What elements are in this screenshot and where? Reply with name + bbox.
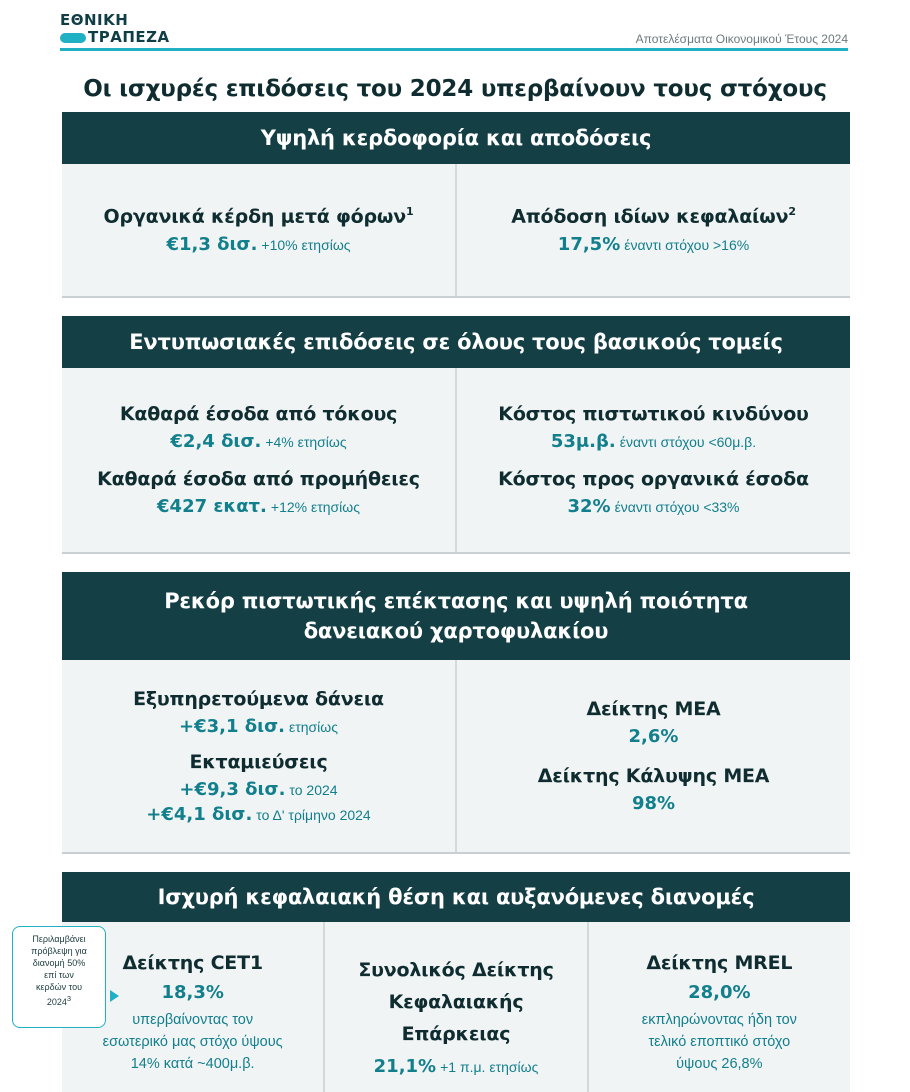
metric-value: 32%: [567, 496, 611, 517]
metric-note: +10% ετησίως: [261, 236, 351, 253]
metric-value: 98%: [631, 793, 676, 814]
bank-logo: [60, 12, 170, 46]
metric-value-2: +€4,1 δισ.: [146, 803, 253, 825]
metric-label: Δείκτης Κάλυψης ΜΕΑ: [537, 765, 770, 787]
page-header: [60, 12, 848, 52]
logo-pill-icon: [60, 33, 86, 43]
metric-note: έναντι στόχου >16%: [624, 236, 750, 253]
metric-label: Κόστος προς οργανικά έσοδα: [498, 468, 809, 490]
header-rule: [60, 48, 848, 51]
logo-line2: ΤΡΑΠΕΖΑ: [88, 28, 170, 46]
metric-note: έναντι στόχου <33%: [614, 499, 740, 515]
metric-cost-income: [498, 468, 809, 517]
metric-label: Συνολικός Δείκτης Κεφαλαιακής Επάρκειας: [358, 959, 554, 1045]
metric-value: €2,4 δισ.: [170, 431, 262, 452]
metric-label: Εκταμιεύσεις: [189, 750, 328, 773]
metric-label: Δείκτης MREL: [646, 952, 793, 974]
metric-nii: [120, 403, 397, 452]
section-core-performance: [62, 316, 850, 554]
metric-note: το 2024: [289, 781, 338, 798]
metric-total-capital: [323, 922, 586, 1092]
metric-note: +4% ετησίως: [265, 434, 347, 450]
metric-value: 17,5%: [557, 233, 621, 255]
metric-value: €427 εκατ.: [157, 496, 267, 517]
metric-value: 18,3%: [161, 982, 224, 1003]
metric-npe-ratio: [586, 698, 720, 747]
metric-mrel: Δείκτης MREL 28,0% εκπληρώνοντας ήδη τον τελικό εποπτικό στόχο ύψους 26,8%: [587, 922, 850, 1092]
metric-label: Εξυπηρετούμενα δάνεια: [133, 687, 384, 710]
report-title: Αποτελέσματα Οικονομικού Έτους 2024: [635, 32, 848, 46]
metric-label: Απόδοση ιδίων κεφαλαίων: [511, 205, 789, 228]
metric-value: 53μ.β.: [550, 431, 616, 452]
section-title: Εντυπωσιακές επιδόσεις σε όλους τους βασικούς τομείς: [62, 316, 850, 368]
section-capital: [62, 872, 850, 1092]
metric-value: €1,3 δισ.: [166, 233, 258, 255]
metric-cet1: Δείκτης CET1 18,3% υπερβαίνοντας τον εσωτερικό μας στόχο ύψους 14% κατά ~400μ.β.: [102, 952, 283, 1072]
section-title: Ισχυρή κεφαλαιακή θέση και αυξανόμενες διανομές: [62, 872, 850, 922]
metric-fees: [97, 468, 420, 517]
metric-label: Καθαρά έσοδα από τόκους: [119, 403, 398, 425]
metric-value: +€9,3 δισ.: [179, 778, 286, 800]
metric-note: +12% ετησίως: [270, 499, 360, 515]
metric-value: 28,0%: [688, 982, 751, 1003]
metric-value: +€3,1 δισ.: [178, 715, 285, 737]
metric-cost-of-risk: [498, 403, 808, 452]
metric-organic-profit: Οργανικά κέρδη μετά φόρων$^1$ €1,3 δισ. +10% ετησίως: [103, 205, 414, 255]
metric-note: +1 π.μ. ετησίως: [440, 1059, 539, 1075]
logo-line1: ΕΘΝΙΚΗ: [60, 11, 129, 29]
metric-note: έναντι στόχου <60μ.β.: [619, 434, 757, 450]
dividend-callout: Περιλαμβάνει πρόβλεψη για διανομή 50% επί των κερδών του 2024$^3$: [12, 926, 106, 1028]
page-title: Οι ισχυρές επιδόσεις του 2024 υπερβαίνουν τους στόχους: [83, 76, 827, 102]
metric-npe-coverage: [538, 765, 770, 814]
metric-label: Οργανικά κέρδη μετά φόρων: [103, 205, 406, 228]
metric-disbursements: [146, 751, 370, 825]
section-title: Ρεκόρ πιστωτικής επέκτασης και υψηλή ποιότητα δανειακού χαρτοφυλακίου: [62, 572, 850, 660]
metric-note: ετησίως: [288, 718, 338, 735]
metric-performing-loans: [133, 688, 384, 737]
metric-value: 2,6%: [628, 726, 679, 747]
metric-roe: Απόδοση ιδίων κεφαλαίων$^2$ 17,5% έναντι στόχου >16%: [455, 164, 850, 296]
section-title: Υψηλή κερδοφορία και αποδόσεις: [62, 112, 850, 164]
metric-label: Κόστος πιστωτικού κινδύνου: [498, 403, 809, 425]
metric-label: Καθαρά έσοδα από προμήθειες: [97, 468, 420, 490]
callout-arrow-icon: [110, 990, 119, 1002]
section-credit-expansion: [62, 572, 850, 854]
metric-label: Δείκτης ΜΕΑ: [586, 698, 721, 720]
metric-note-2: το Δ' τρίμηνο 2024: [256, 806, 371, 823]
metric-value: 21,1%: [373, 1056, 437, 1077]
section-profitability: [62, 112, 850, 298]
metric-label: Δείκτης CET1: [122, 952, 263, 974]
